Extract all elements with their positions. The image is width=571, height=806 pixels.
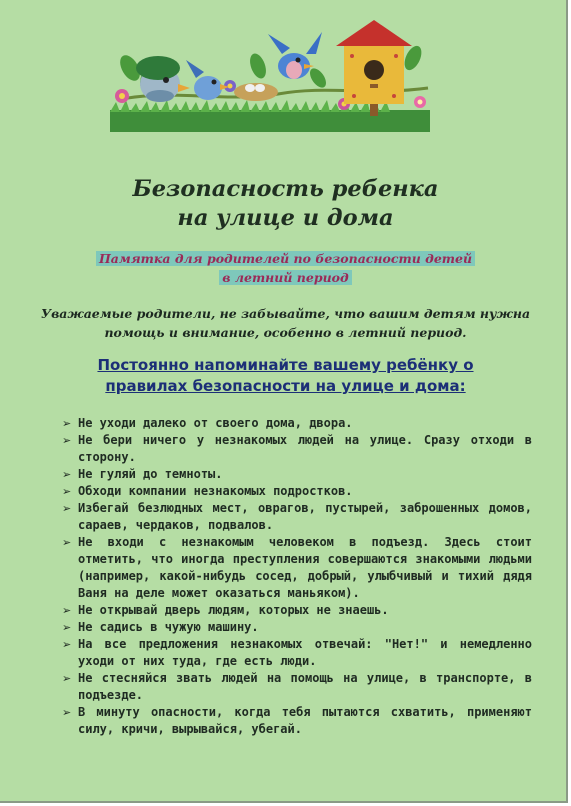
list-item xyxy=(62,500,532,534)
rule-text: Избегай безлюдных мест, оврагов, пустырей, заброшенных домов, сараев, чердаков, подвалов. xyxy=(78,501,532,532)
intro-line-2: помощь и внимание, особенно в летний период. xyxy=(104,325,467,340)
rule-text: Не уходи далеко от своего дома, двора. xyxy=(78,416,353,430)
page-title-line-2: на улице и дома xyxy=(177,205,394,231)
arrow-bullet-icon: ➢ xyxy=(62,536,72,549)
list-item xyxy=(62,483,532,500)
rule-text: В минуту опасности, когда тебя пытаются схватить, применяют силу, кричи, вырывайся, убегай. xyxy=(78,705,532,736)
list-item xyxy=(62,704,532,738)
rule-text: Обходи компании незнакомых подростков. xyxy=(78,484,353,498)
rule-text: Не гуляй до темноты. xyxy=(78,467,223,481)
list-item xyxy=(62,534,532,602)
birds-birdhouse-illustration xyxy=(108,8,433,136)
arrow-bullet-icon: ➢ xyxy=(62,604,72,617)
arrow-bullet-icon: ➢ xyxy=(62,621,72,634)
arrow-bullet-icon: ➢ xyxy=(62,638,72,651)
rule-text: Не садись в чужую машину. xyxy=(78,620,259,634)
subtitle-line-1 xyxy=(0,250,571,268)
subtitle-line-2 xyxy=(0,269,571,287)
arrow-bullet-icon: ➢ xyxy=(62,672,72,685)
list-item xyxy=(62,466,532,483)
arrow-bullet-icon: ➢ xyxy=(62,468,72,481)
rule-text: Не бери ничего у незнакомых людей на улице. Сразу отходи в сторону. xyxy=(78,433,532,464)
rules-heading-line-1: Постоянно напоминайте вашему ребёнку о xyxy=(97,356,474,374)
rule-text: Не стесняйся звать людей на помощь на улице, в транспорте, в подъезде. xyxy=(78,671,532,702)
list-item xyxy=(62,602,532,619)
list-item xyxy=(62,432,532,466)
subtitle-line-1-text: Памятка для родителей по безопасности детей xyxy=(96,251,475,266)
arrow-bullet-icon: ➢ xyxy=(62,434,72,447)
list-item xyxy=(62,415,532,432)
subtitle-line-2-text: в летний период xyxy=(219,270,351,285)
rule-text: Не входи с незнакомым человеком в подъезд. Здесь стоит отметить, что иногда преступления совершаются знакомыми людьми (например, какой-нибудь сосед, добрый, улыбчивый и тихий дядя Ваня на деле может оказаться маньяком). xyxy=(78,535,532,600)
intro-line-1: Уважаемые родители, не забывайте, что вашим детям нужна xyxy=(40,306,531,321)
list-item xyxy=(62,670,532,704)
arrow-bullet-icon: ➢ xyxy=(62,706,72,719)
arrow-bullet-icon: ➢ xyxy=(62,502,72,515)
arrow-bullet-icon: ➢ xyxy=(62,417,72,430)
list-item xyxy=(62,619,532,636)
rule-text: Не открывай дверь людям, которых не знаешь. xyxy=(78,603,389,617)
page-title-line-1: Безопасность ребенка xyxy=(132,176,439,202)
rules-list xyxy=(62,415,532,738)
list-item xyxy=(62,636,532,670)
rules-heading-line-2: правилах безопасности на улице и дома: xyxy=(105,377,466,395)
arrow-bullet-icon: ➢ xyxy=(62,485,72,498)
rule-text: На все предложения незнакомых отвечай: "Нет!" и немедленно уходи от них туда, где есть люди. xyxy=(78,637,532,668)
